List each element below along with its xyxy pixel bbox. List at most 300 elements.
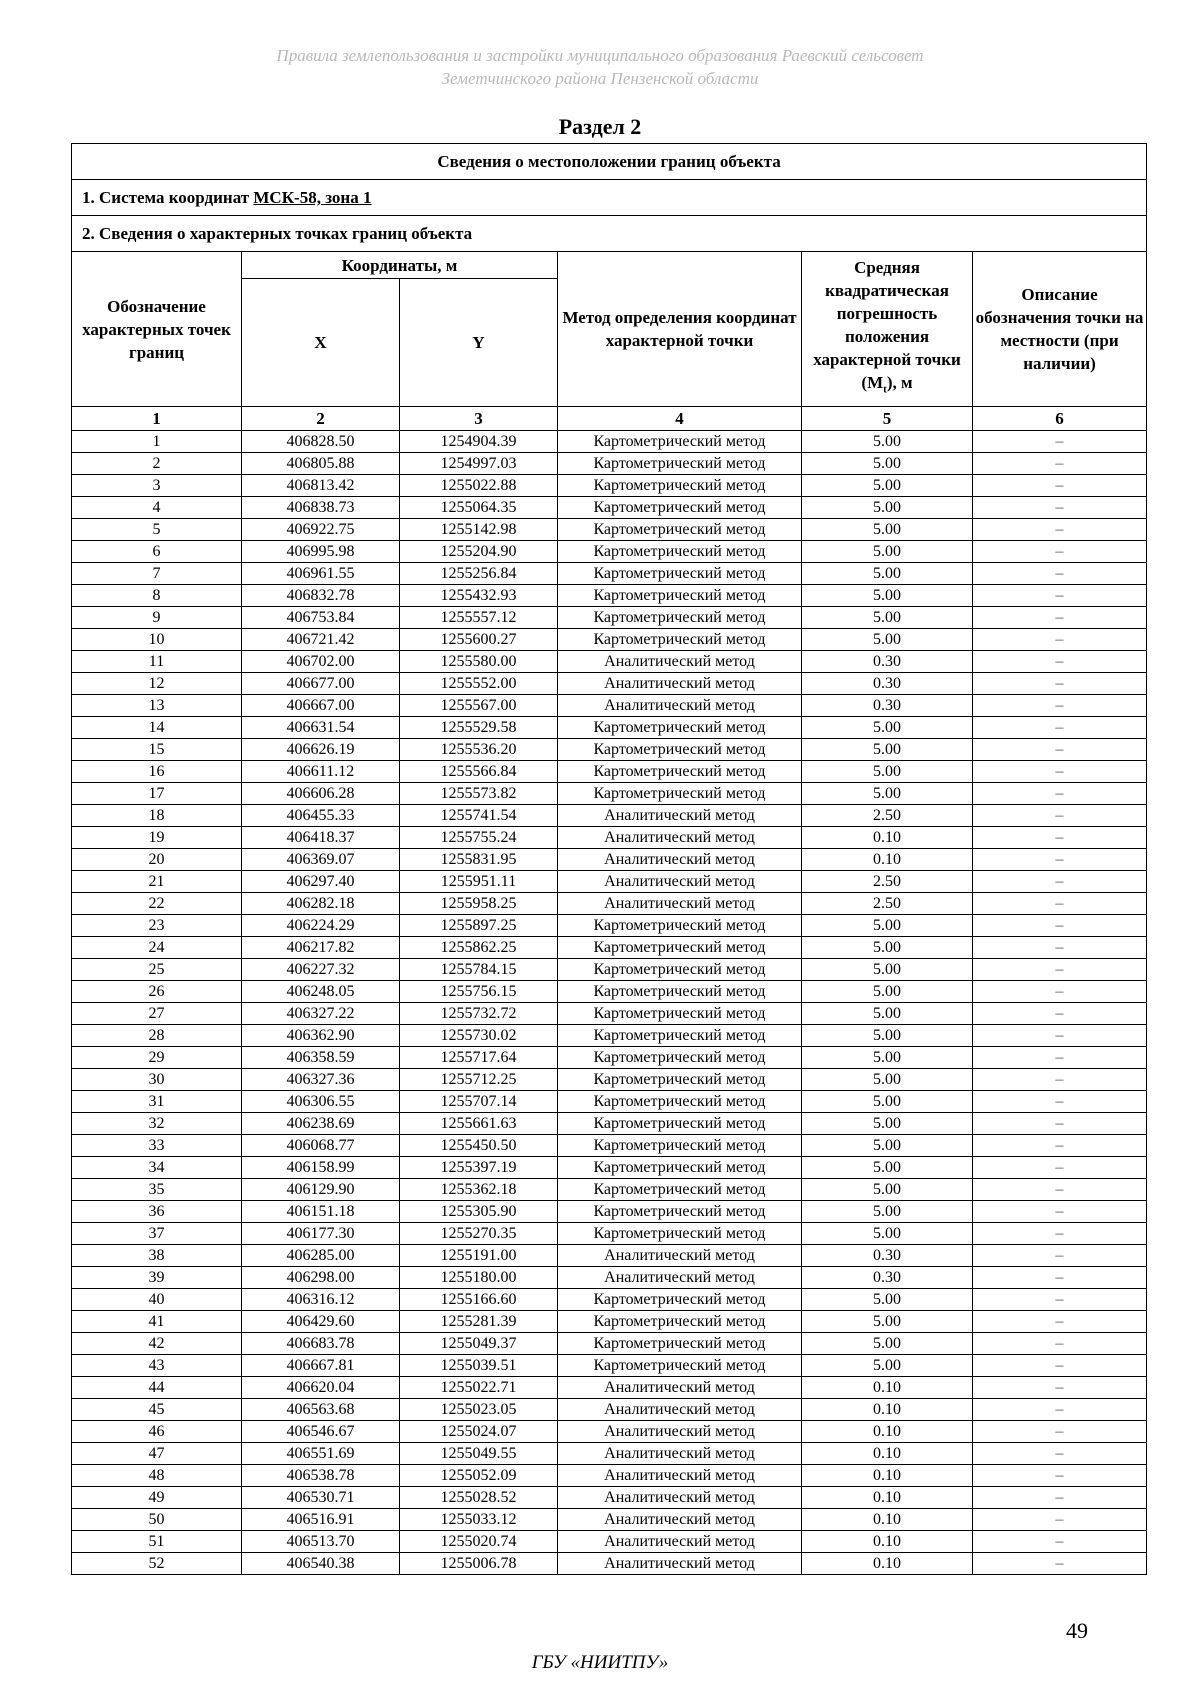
point-number: 25 <box>72 959 242 981</box>
point-description: – <box>973 915 1147 937</box>
position-error: 5.00 <box>802 1047 973 1069</box>
method: Картометрический метод <box>558 497 802 519</box>
point-description: – <box>973 1553 1147 1575</box>
point-number: 19 <box>72 827 242 849</box>
y-coordinate: 1255573.82 <box>400 783 558 805</box>
position-error: 2.50 <box>802 893 973 915</box>
x-coordinate: 406683.78 <box>242 1333 400 1355</box>
header-error-sub: t <box>883 383 887 396</box>
table-row <box>72 937 1147 959</box>
header-y: Y <box>400 279 558 407</box>
position-error: 0.10 <box>802 1509 973 1531</box>
point-description: – <box>973 1223 1147 1245</box>
y-coordinate: 1255897.25 <box>400 915 558 937</box>
position-error: 0.10 <box>802 1421 973 1443</box>
y-coordinate: 1255862.25 <box>400 937 558 959</box>
point-number: 4 <box>72 497 242 519</box>
table-row <box>72 1333 1147 1355</box>
point-number: 49 <box>72 1487 242 1509</box>
method: Картометрический метод <box>558 541 802 563</box>
y-coordinate: 1255732.72 <box>400 1003 558 1025</box>
y-coordinate: 1255717.64 <box>400 1047 558 1069</box>
y-coordinate: 1255023.05 <box>400 1399 558 1421</box>
point-description: – <box>973 1531 1147 1553</box>
position-error: 5.00 <box>802 497 973 519</box>
column-number: 1 <box>72 407 242 431</box>
x-coordinate: 406068.77 <box>242 1135 400 1157</box>
position-error: 5.00 <box>802 937 973 959</box>
method: Аналитический метод <box>558 1421 802 1443</box>
y-coordinate: 1255033.12 <box>400 1509 558 1531</box>
point-description: – <box>973 1465 1147 1487</box>
method: Картометрический метод <box>558 1003 802 1025</box>
point-number: 3 <box>72 475 242 497</box>
y-coordinate: 1255730.02 <box>400 1025 558 1047</box>
x-coordinate: 406922.75 <box>242 519 400 541</box>
y-coordinate: 1255958.25 <box>400 893 558 915</box>
position-error: 5.00 <box>802 1069 973 1091</box>
x-coordinate: 406813.42 <box>242 475 400 497</box>
section-title: Раздел 2 <box>558 114 642 139</box>
y-coordinate: 1255049.55 <box>400 1443 558 1465</box>
point-description: – <box>973 1311 1147 1333</box>
x-coordinate: 406217.82 <box>242 937 400 959</box>
x-coordinate: 406224.29 <box>242 915 400 937</box>
method: Картометрический метод <box>558 1223 802 1245</box>
column-number: 3 <box>400 407 558 431</box>
x-coordinate: 406832.78 <box>242 585 400 607</box>
position-error: 2.50 <box>802 805 973 827</box>
x-coordinate: 406362.90 <box>242 1025 400 1047</box>
x-coordinate: 406538.78 <box>242 1465 400 1487</box>
point-description: – <box>973 827 1147 849</box>
point-description: – <box>973 739 1147 761</box>
point-description: – <box>973 1509 1147 1531</box>
position-error: 5.00 <box>802 1135 973 1157</box>
table-row <box>72 651 1147 673</box>
y-coordinate: 1255397.19 <box>400 1157 558 1179</box>
point-number: 27 <box>72 1003 242 1025</box>
header-description: Описание обозначения точки на местности (при наличии) <box>973 252 1147 407</box>
method: Аналитический метод <box>558 1443 802 1465</box>
method: Аналитический метод <box>558 695 802 717</box>
y-coordinate: 1255270.35 <box>400 1223 558 1245</box>
y-coordinate: 1255052.09 <box>400 1465 558 1487</box>
table-row <box>72 1091 1147 1113</box>
point-description: – <box>973 1025 1147 1047</box>
point-number: 39 <box>72 1267 242 1289</box>
point-number: 29 <box>72 1047 242 1069</box>
method: Аналитический метод <box>558 673 802 695</box>
point-number: 21 <box>72 871 242 893</box>
position-error: 0.10 <box>802 1487 973 1509</box>
method: Аналитический метод <box>558 1509 802 1531</box>
x-coordinate: 406306.55 <box>242 1091 400 1113</box>
point-number: 38 <box>72 1245 242 1267</box>
position-error: 5.00 <box>802 1311 973 1333</box>
point-description: – <box>973 1355 1147 1377</box>
y-coordinate: 1255756.15 <box>400 981 558 1003</box>
method: Картометрический метод <box>558 607 802 629</box>
x-coordinate: 406429.60 <box>242 1311 400 1333</box>
method: Аналитический метод <box>558 651 802 673</box>
y-coordinate: 1255191.00 <box>400 1245 558 1267</box>
method: Аналитический метод <box>558 1399 802 1421</box>
header-error <box>802 252 973 407</box>
table-row <box>72 739 1147 761</box>
header-error-main: Средняя квадратическая погрешность положения характерной точки (M <box>813 258 961 393</box>
header-x: X <box>242 279 400 407</box>
y-coordinate: 1255022.71 <box>400 1377 558 1399</box>
method: Картометрический метод <box>558 1201 802 1223</box>
position-error: 5.00 <box>802 783 973 805</box>
point-number: 20 <box>72 849 242 871</box>
y-coordinate: 1255166.60 <box>400 1289 558 1311</box>
position-error: 0.30 <box>802 1245 973 1267</box>
point-number: 30 <box>72 1069 242 1091</box>
y-coordinate: 1255567.00 <box>400 695 558 717</box>
x-coordinate: 406327.22 <box>242 1003 400 1025</box>
header-method: Метод определения координат характерной точки <box>558 252 802 407</box>
table-row <box>72 849 1147 871</box>
method: Картометрический метод <box>558 585 802 607</box>
y-coordinate: 1255707.14 <box>400 1091 558 1113</box>
point-number: 48 <box>72 1465 242 1487</box>
position-error: 5.00 <box>802 981 973 1003</box>
x-coordinate: 406828.50 <box>242 431 400 453</box>
y-coordinate: 1255305.90 <box>400 1201 558 1223</box>
table-row <box>72 1113 1147 1135</box>
position-error: 0.10 <box>802 1399 973 1421</box>
point-number: 18 <box>72 805 242 827</box>
point-description: – <box>973 651 1147 673</box>
x-coordinate: 406248.05 <box>242 981 400 1003</box>
point-description: – <box>973 871 1147 893</box>
y-coordinate: 1255529.58 <box>400 717 558 739</box>
method: Аналитический метод <box>558 1245 802 1267</box>
table-row <box>72 1157 1147 1179</box>
table-row <box>72 1443 1147 1465</box>
point-description: – <box>973 453 1147 475</box>
method: Аналитический метод <box>558 1465 802 1487</box>
y-coordinate: 1255049.37 <box>400 1333 558 1355</box>
point-number: 7 <box>72 563 242 585</box>
x-coordinate: 406513.70 <box>242 1531 400 1553</box>
table-row <box>72 1025 1147 1047</box>
x-coordinate: 406238.69 <box>242 1113 400 1135</box>
position-error: 5.00 <box>802 1091 973 1113</box>
point-description: – <box>973 541 1147 563</box>
point-description: – <box>973 431 1147 453</box>
x-coordinate: 406606.28 <box>242 783 400 805</box>
method: Аналитический метод <box>558 827 802 849</box>
x-coordinate: 406285.00 <box>242 1245 400 1267</box>
position-error: 0.10 <box>802 827 973 849</box>
point-description: – <box>973 783 1147 805</box>
position-error: 5.00 <box>802 541 973 563</box>
y-coordinate: 1255064.35 <box>400 497 558 519</box>
position-error: 0.10 <box>802 1465 973 1487</box>
position-error: 0.30 <box>802 673 973 695</box>
point-number: 45 <box>72 1399 242 1421</box>
point-number: 1 <box>72 431 242 453</box>
x-coordinate: 406316.12 <box>242 1289 400 1311</box>
table-row <box>72 1509 1147 1531</box>
page-footer: ГБУ «НИИТПУ» <box>531 1652 669 1673</box>
method: Картометрический метод <box>558 563 802 585</box>
table-row <box>72 1421 1147 1443</box>
position-error: 0.30 <box>802 695 973 717</box>
point-number: 33 <box>72 1135 242 1157</box>
x-coordinate: 406563.68 <box>242 1399 400 1421</box>
method: Картометрический метод <box>558 1113 802 1135</box>
point-number: 43 <box>72 1355 242 1377</box>
method: Картометрический метод <box>558 1069 802 1091</box>
method: Картометрический метод <box>558 761 802 783</box>
y-coordinate: 1255039.51 <box>400 1355 558 1377</box>
position-error: 5.00 <box>802 1179 973 1201</box>
table-row <box>72 519 1147 541</box>
y-coordinate: 1255566.84 <box>400 761 558 783</box>
table-row <box>72 827 1147 849</box>
y-coordinate: 1255362.18 <box>400 1179 558 1201</box>
points-section-label: 2. Сведения о характерных точках границ объекта <box>72 216 1147 252</box>
method: Аналитический метод <box>558 849 802 871</box>
y-coordinate: 1255951.11 <box>400 871 558 893</box>
y-coordinate: 1255281.39 <box>400 1311 558 1333</box>
position-error: 0.30 <box>802 1267 973 1289</box>
point-number: 52 <box>72 1553 242 1575</box>
table-row <box>72 1223 1147 1245</box>
point-description: – <box>973 1091 1147 1113</box>
method: Картометрический метод <box>558 1289 802 1311</box>
page-number: 49 <box>1066 1618 1088 1643</box>
y-coordinate: 1255784.15 <box>400 959 558 981</box>
method: Картометрический метод <box>558 783 802 805</box>
table-row <box>72 629 1147 651</box>
x-coordinate: 406626.19 <box>242 739 400 761</box>
position-error: 5.00 <box>802 1223 973 1245</box>
table-row <box>72 431 1147 453</box>
x-coordinate: 406358.59 <box>242 1047 400 1069</box>
method: Картометрический метод <box>558 915 802 937</box>
point-number: 8 <box>72 585 242 607</box>
method: Картометрический метод <box>558 629 802 651</box>
y-coordinate: 1255020.74 <box>400 1531 558 1553</box>
y-coordinate: 1255028.52 <box>400 1487 558 1509</box>
point-description: – <box>973 673 1147 695</box>
method: Картометрический метод <box>558 519 802 541</box>
point-number: 34 <box>72 1157 242 1179</box>
x-coordinate: 406838.73 <box>242 497 400 519</box>
point-number: 16 <box>72 761 242 783</box>
point-number: 31 <box>72 1091 242 1113</box>
table-row <box>72 1201 1147 1223</box>
position-error: 0.10 <box>802 1553 973 1575</box>
method: Картометрический метод <box>558 937 802 959</box>
point-number: 2 <box>72 453 242 475</box>
table-row <box>72 1465 1147 1487</box>
x-coordinate: 406667.00 <box>242 695 400 717</box>
table-row <box>72 1003 1147 1025</box>
point-number: 22 <box>72 893 242 915</box>
x-coordinate: 406158.99 <box>242 1157 400 1179</box>
y-coordinate: 1255580.00 <box>400 651 558 673</box>
point-number: 46 <box>72 1421 242 1443</box>
table-row <box>72 959 1147 981</box>
point-description: – <box>973 1333 1147 1355</box>
table-row <box>72 541 1147 563</box>
point-description: – <box>973 629 1147 651</box>
position-error: 5.00 <box>802 519 973 541</box>
x-coordinate: 406667.81 <box>242 1355 400 1377</box>
table-row <box>72 1135 1147 1157</box>
column-number: 4 <box>558 407 802 431</box>
point-number: 41 <box>72 1311 242 1333</box>
point-number: 13 <box>72 695 242 717</box>
position-error: 5.00 <box>802 431 973 453</box>
x-coordinate: 406516.91 <box>242 1509 400 1531</box>
table-body <box>72 431 1147 1575</box>
point-description: – <box>973 1267 1147 1289</box>
position-error: 5.00 <box>802 475 973 497</box>
point-number: 17 <box>72 783 242 805</box>
point-number: 24 <box>72 937 242 959</box>
method: Картометрический метод <box>558 475 802 497</box>
point-description: – <box>973 1487 1147 1509</box>
position-error: 5.00 <box>802 1289 973 1311</box>
x-coordinate: 406546.67 <box>242 1421 400 1443</box>
x-coordinate: 406631.54 <box>242 717 400 739</box>
y-coordinate: 1255024.07 <box>400 1421 558 1443</box>
coordinate-system-value: МСК-58, зона 1 <box>253 188 372 207</box>
position-error: 2.50 <box>802 871 973 893</box>
position-error: 5.00 <box>802 1355 973 1377</box>
point-description: – <box>973 1245 1147 1267</box>
point-description: – <box>973 937 1147 959</box>
method: Картометрический метод <box>558 431 802 453</box>
x-coordinate: 406620.04 <box>242 1377 400 1399</box>
x-coordinate: 406961.55 <box>242 563 400 585</box>
table-row <box>72 563 1147 585</box>
point-number: 15 <box>72 739 242 761</box>
position-error: 5.00 <box>802 1333 973 1355</box>
y-coordinate: 1255552.00 <box>400 673 558 695</box>
header-designation: Обозначение характерных точек границ <box>72 252 242 407</box>
running-header-line-1: Правила землепользования и застройки муниципального образования Раевский сельсовет <box>276 46 924 65</box>
y-coordinate: 1255432.93 <box>400 585 558 607</box>
x-coordinate: 406995.98 <box>242 541 400 563</box>
table-row <box>72 915 1147 937</box>
position-error: 5.00 <box>802 739 973 761</box>
y-coordinate: 1255831.95 <box>400 849 558 871</box>
y-coordinate: 1255180.00 <box>400 1267 558 1289</box>
x-coordinate: 406702.00 <box>242 651 400 673</box>
point-description: – <box>973 1157 1147 1179</box>
table-row <box>72 1047 1147 1069</box>
method: Аналитический метод <box>558 893 802 915</box>
x-coordinate: 406530.71 <box>242 1487 400 1509</box>
point-number: 12 <box>72 673 242 695</box>
point-description: – <box>973 1421 1147 1443</box>
position-error: 5.00 <box>802 717 973 739</box>
method: Аналитический метод <box>558 1267 802 1289</box>
y-coordinate: 1255600.27 <box>400 629 558 651</box>
table-row <box>72 981 1147 1003</box>
table-row <box>72 871 1147 893</box>
point-description: – <box>973 1069 1147 1091</box>
table-row <box>72 783 1147 805</box>
point-description: – <box>973 1047 1147 1069</box>
table-row <box>72 673 1147 695</box>
table-row <box>72 453 1147 475</box>
x-coordinate: 406327.36 <box>242 1069 400 1091</box>
y-coordinate: 1255142.98 <box>400 519 558 541</box>
boundary-points-table <box>71 143 1147 1575</box>
table-row <box>72 1069 1147 1091</box>
table-row <box>72 1531 1147 1553</box>
method: Картометрический метод <box>558 1179 802 1201</box>
point-number: 11 <box>72 651 242 673</box>
method: Аналитический метод <box>558 805 802 827</box>
table-row <box>72 893 1147 915</box>
x-coordinate: 406753.84 <box>242 607 400 629</box>
header-error-tail: ), м <box>886 373 913 393</box>
x-coordinate: 406282.18 <box>242 893 400 915</box>
method: Аналитический метод <box>558 871 802 893</box>
point-description: – <box>973 893 1147 915</box>
table-title: Сведения о местоположении границ объекта <box>72 144 1147 180</box>
point-description: – <box>973 497 1147 519</box>
x-coordinate: 406455.33 <box>242 805 400 827</box>
table-row <box>72 475 1147 497</box>
method: Картометрический метод <box>558 1091 802 1113</box>
running-header-line-2: Земетчинского района Пензенской области <box>441 69 759 88</box>
table-row <box>72 717 1147 739</box>
y-coordinate: 1255006.78 <box>400 1553 558 1575</box>
column-number: 2 <box>242 407 400 431</box>
position-error: 5.00 <box>802 761 973 783</box>
table-row <box>72 1311 1147 1333</box>
x-coordinate: 406677.00 <box>242 673 400 695</box>
method: Картометрический метод <box>558 1135 802 1157</box>
table-row <box>72 1179 1147 1201</box>
position-error: 5.00 <box>802 1201 973 1223</box>
method: Аналитический метод <box>558 1531 802 1553</box>
method: Картометрический метод <box>558 981 802 1003</box>
point-number: 6 <box>72 541 242 563</box>
point-description: – <box>973 761 1147 783</box>
point-description: – <box>973 1201 1147 1223</box>
point-number: 50 <box>72 1509 242 1531</box>
y-coordinate: 1254904.39 <box>400 431 558 453</box>
point-description: – <box>973 519 1147 541</box>
x-coordinate: 406151.18 <box>242 1201 400 1223</box>
position-error: 5.00 <box>802 607 973 629</box>
point-description: – <box>973 585 1147 607</box>
point-description: – <box>973 695 1147 717</box>
position-error: 5.00 <box>802 585 973 607</box>
position-error: 0.10 <box>802 1377 973 1399</box>
method: Картометрический метод <box>558 1025 802 1047</box>
y-coordinate: 1255022.88 <box>400 475 558 497</box>
column-number: 5 <box>802 407 973 431</box>
x-coordinate: 406418.37 <box>242 827 400 849</box>
coordinate-system-row <box>72 180 1147 216</box>
method: Картометрический метод <box>558 1355 802 1377</box>
point-description: – <box>973 475 1147 497</box>
position-error: 5.00 <box>802 563 973 585</box>
